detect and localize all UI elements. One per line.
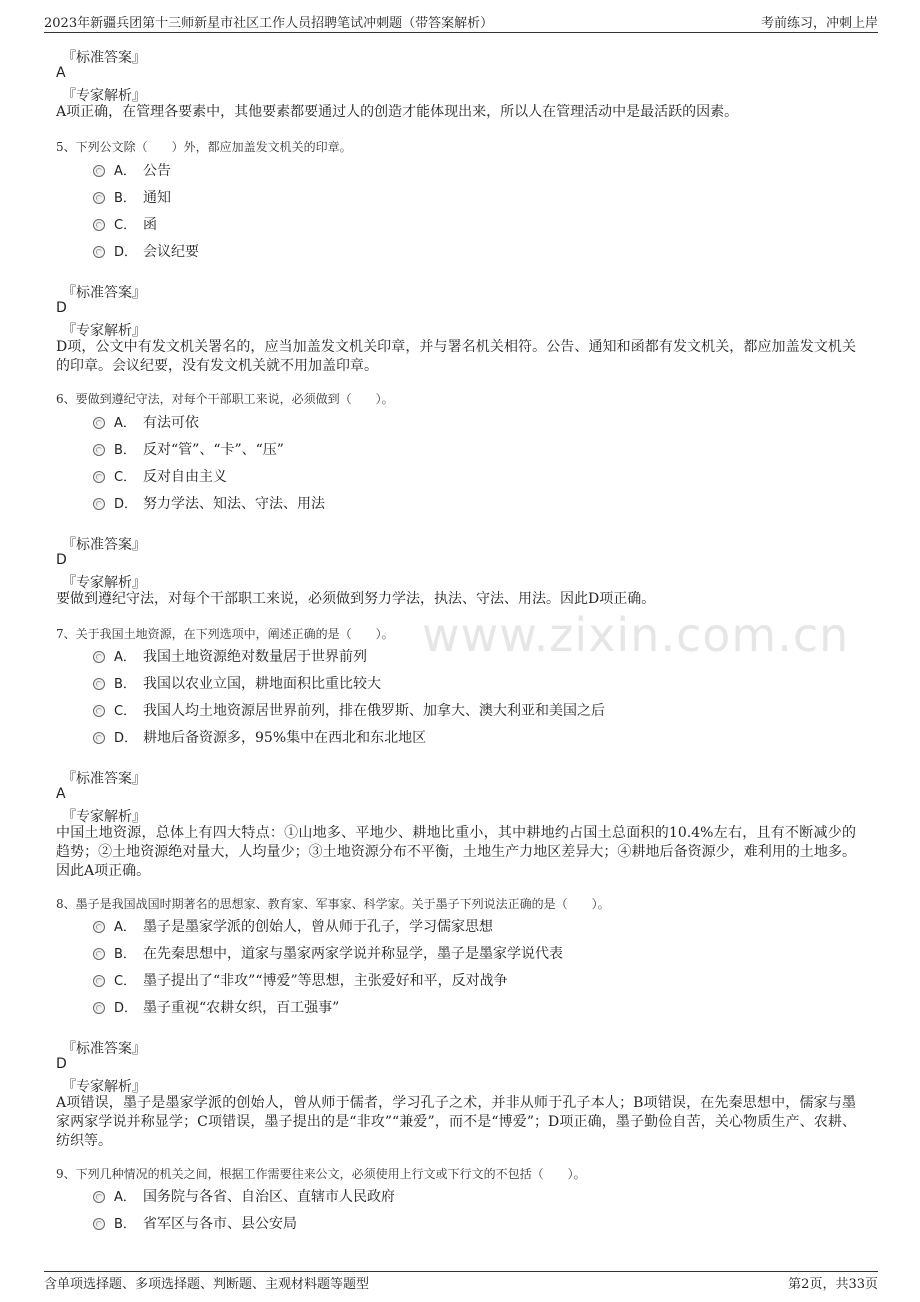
radio-icon[interactable] xyxy=(93,975,105,987)
radio-icon[interactable] xyxy=(93,246,105,258)
header-slogan: 考前练习，冲刺上岸 xyxy=(760,16,878,31)
page-header xyxy=(44,0,878,33)
radio-icon[interactable] xyxy=(93,219,105,231)
standard-answer: D xyxy=(56,300,67,316)
question-5: 5、下列公文除（ ）外，都应加盖发文机关的印章。 xyxy=(56,140,352,154)
radio-icon[interactable] xyxy=(93,1191,105,1203)
standard-answer-label: 『标准答案』 xyxy=(62,537,146,553)
page-footer xyxy=(44,1271,878,1302)
question-7: 7、关于我国土地资源，在下列选项中，阐述正确的是（ ）。 xyxy=(56,627,394,641)
radio-icon[interactable] xyxy=(93,705,105,717)
standard-answer-label: 『标准答案』 xyxy=(62,50,146,66)
expert-analysis-label: 『专家解析』 xyxy=(62,88,146,104)
watermark: www.zixin.com.cn xyxy=(422,608,850,662)
radio-icon[interactable] xyxy=(93,678,105,690)
radio-icon[interactable] xyxy=(93,165,105,177)
standard-answer: D xyxy=(56,552,67,568)
standard-answer: A xyxy=(56,65,66,81)
question-6: 6、要做到遵纪守法，对每个干部职工来说，必须做到（ ）。 xyxy=(56,392,394,406)
standard-answer: A xyxy=(56,786,66,802)
radio-icon[interactable] xyxy=(93,921,105,933)
question-types-note: 含单项选择题、多项选择题、判断题、主观材料题等题型 xyxy=(44,1277,370,1292)
radio-icon[interactable] xyxy=(93,192,105,204)
radio-icon[interactable] xyxy=(93,732,105,744)
radio-icon[interactable] xyxy=(93,417,105,429)
question-8: 8、墨子是我国战国时期著名的思想家、教育家、军事家、科学家。关于墨子下列说法正确的是（ ）。 xyxy=(56,897,610,911)
standard-answer-label: 『标准答案』 xyxy=(62,285,146,301)
expert-analysis: A项正确，在管理各要素中，其他要素都要通过人的创造才能体现出来，所以人在管理活动中是最活跃的因素。 xyxy=(56,104,739,120)
expert-analysis: A项错误，墨子是墨家学派的创始人，曾从师于儒者，学习孔子之术，并非从师于孔子本人；B项错误，在先秦思想中，儒家与墨家两家学说并称显学；C项错误，墨子提出的是“非攻”“兼爱”，而不是“博爱”；D项正确，墨子勤俭自苦，关心物质生产、农耕、纺织等。 xyxy=(56,1095,856,1149)
expert-analysis: D项，公文中有发文机关署名的，应当加盖发文机关印章，并与署名机关相符。公告、通知和函都有发文机关，都应加盖发文机关的印章。会议纪要，没有发文机关就不用加盖印章。 xyxy=(56,339,856,374)
radio-icon[interactable] xyxy=(93,651,105,663)
expert-analysis-label: 『专家解析』 xyxy=(62,575,146,591)
expert-analysis-label: 『专家解析』 xyxy=(62,1079,146,1095)
radio-icon[interactable] xyxy=(93,948,105,960)
radio-icon[interactable] xyxy=(93,444,105,456)
standard-answer-label: 『标准答案』 xyxy=(62,1041,146,1057)
radio-icon[interactable] xyxy=(93,471,105,483)
expert-analysis-label: 『专家解析』 xyxy=(62,809,146,825)
standard-answer-label: 『标准答案』 xyxy=(62,771,146,787)
document-title: 2023年新疆兵团第十三师新星市社区工作人员招聘笔试冲刺题（带答案解析） xyxy=(44,16,494,31)
radio-icon[interactable] xyxy=(93,1002,105,1014)
radio-icon[interactable] xyxy=(93,1218,105,1230)
question-9: 9、下列几种情况的机关之间，根据工作需要往来公文，必须使用上行文或下行文的不包括（ ）。 xyxy=(56,1167,586,1181)
expert-analysis-label: 『专家解析』 xyxy=(62,323,146,339)
expert-analysis: 中国土地资源，总体上有四大特点：①山地多、平地少、耕地比重小，其中耕地约占国土总面积的10.4%左右，且有不断减少的趋势；②土地资源绝对量大，人均量少；③土地资源分布不平衡，土地生产力地区差异大；④耕地后备资源少，难利用的土地多。因此A项正确。 xyxy=(56,825,856,879)
expert-analysis: 要做到遵纪守法，对每个干部职工来说，必须做到努力学法，执法、守法、用法。因此D项正确。 xyxy=(56,591,656,607)
standard-answer: D xyxy=(56,1056,67,1072)
page-number: 第2页，共33页 xyxy=(788,1277,878,1292)
radio-icon[interactable] xyxy=(93,498,105,510)
